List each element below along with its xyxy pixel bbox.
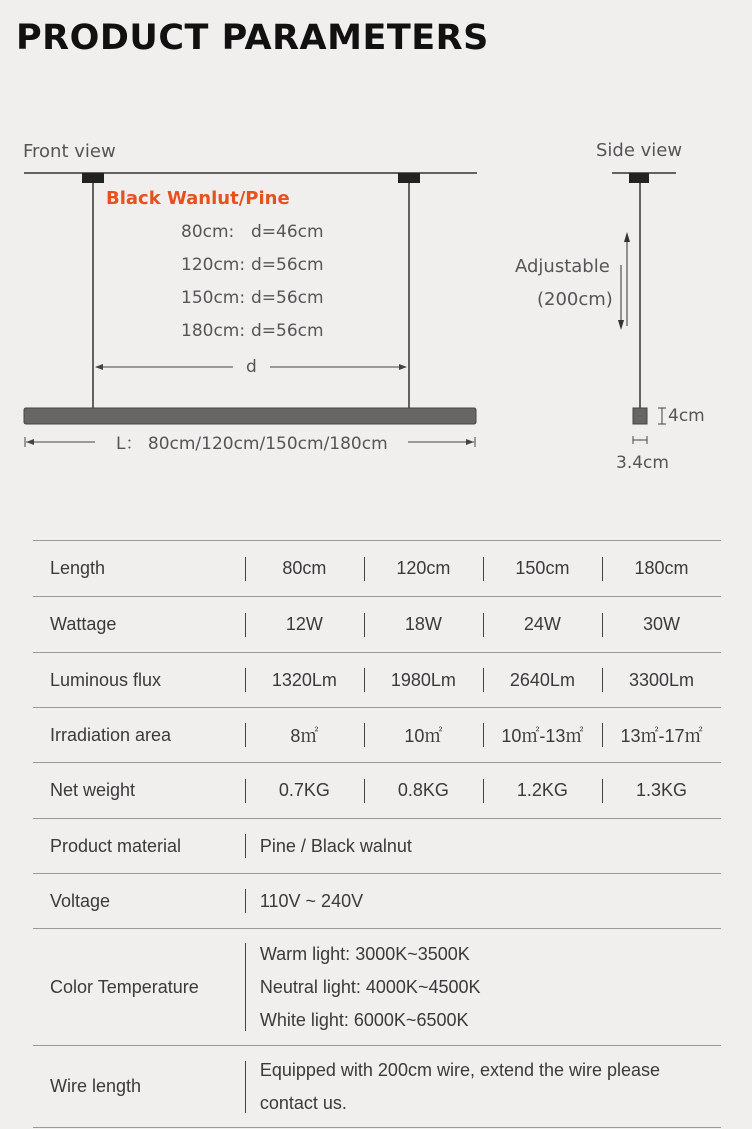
row-label: Product material — [33, 819, 245, 874]
table-cell: Pine / Black walnut — [245, 819, 721, 874]
material-label: Black Wanlut/Pine — [106, 188, 290, 209]
table-cell: 1320Lm — [245, 653, 364, 708]
table-cell: 180cm — [602, 541, 721, 597]
table-cell: 80cm — [245, 541, 364, 597]
dim-length: 80cm: — [181, 222, 235, 242]
length-label: L： 80cm/120cm/150cm/180cm — [116, 434, 388, 454]
adjust-arrowhead-up — [624, 232, 630, 242]
color-temperature-list — [245, 929, 721, 1046]
list-item: Warm light: 3000K~3500K — [259, 943, 470, 964]
table-cell: 18W — [364, 597, 483, 653]
table-cell: 0.8KG — [364, 763, 483, 819]
table-cell: 1.3KG — [602, 763, 721, 819]
height-label: 4cm — [668, 406, 705, 426]
row-label: Net weight — [33, 763, 245, 819]
side-lamp — [633, 408, 647, 424]
dim-distance: d=46cm — [251, 222, 324, 242]
table-cell: 13㎡-17㎡ — [602, 708, 721, 763]
row-label: Length — [33, 541, 245, 597]
table-cell: 1980Lm — [364, 653, 483, 708]
table-row-material — [33, 819, 721, 874]
row-label: Wire length — [33, 1046, 245, 1128]
table-row-length — [33, 541, 721, 597]
table-cell: 30W — [602, 597, 721, 653]
table-row-flux — [33, 653, 721, 708]
table-row-wattage — [33, 597, 721, 653]
table-cell: 12W — [245, 597, 364, 653]
dim-distance: d=56cm — [251, 321, 324, 341]
text-line: contact us. — [259, 1092, 347, 1113]
table-cell: 24W — [483, 597, 602, 653]
table-row-weight — [33, 763, 721, 819]
row-label: Irradiation area — [33, 708, 245, 763]
d-arrowhead-right — [399, 364, 407, 370]
d-arrowhead-left — [95, 364, 103, 370]
front-view-label: Front view — [23, 141, 116, 162]
row-label: Color Temperature — [33, 929, 245, 1046]
list-item: White light: 6000K~6500K — [259, 1009, 469, 1030]
d-label: d — [246, 357, 257, 377]
l-arrowhead-right — [466, 439, 474, 445]
table-row-area — [33, 708, 721, 763]
table-cell: 2640Lm — [483, 653, 602, 708]
table-cell: 1.2KG — [483, 763, 602, 819]
table-cell: 10㎡-13㎡ — [483, 708, 602, 763]
text-line: Equipped with 200cm wire, extend the wire please — [259, 1059, 661, 1080]
lamp-bar — [24, 408, 476, 424]
page-title: PRODUCT PARAMETERS — [16, 18, 489, 58]
row-label: Wattage — [33, 597, 245, 653]
left-canopy — [82, 173, 104, 183]
table-cell: 110V ~ 240V — [245, 874, 721, 929]
dim-distance: d=56cm — [251, 255, 324, 275]
adjust-arrowhead-down — [618, 320, 624, 330]
wire-length-text — [245, 1046, 721, 1128]
l-arrowhead-left — [26, 439, 34, 445]
dim-distance: d=56cm — [251, 288, 324, 308]
side-view-label: Side view — [596, 140, 683, 161]
table-cell: 120cm — [364, 541, 483, 597]
dim-length: 180cm: — [181, 321, 246, 341]
adjustable-label: Adjustable — [515, 256, 610, 277]
row-label: Voltage — [33, 874, 245, 929]
table-cell: 150cm — [483, 541, 602, 597]
table-cell: 3300Lm — [602, 653, 721, 708]
table-cell: 0.7KG — [245, 763, 364, 819]
width-label: 3.4cm — [616, 453, 669, 473]
adjustable-value: (200cm) — [537, 289, 613, 310]
row-label: Luminous flux — [33, 653, 245, 708]
dim-length: 150cm: — [181, 288, 246, 308]
table-row-voltage — [33, 874, 721, 929]
product-diagram — [0, 0, 752, 500]
side-canopy — [629, 173, 649, 183]
spec-table — [33, 540, 721, 1128]
dim-length: 120cm: — [181, 255, 246, 275]
table-cell: 10㎡ — [364, 708, 483, 763]
table-row-wire-length — [33, 1046, 721, 1128]
table-row-color-temperature — [33, 929, 721, 1046]
table-cell: 8㎡ — [245, 708, 364, 763]
right-canopy — [398, 173, 420, 183]
list-item: Neutral light: 4000K~4500K — [259, 976, 481, 997]
